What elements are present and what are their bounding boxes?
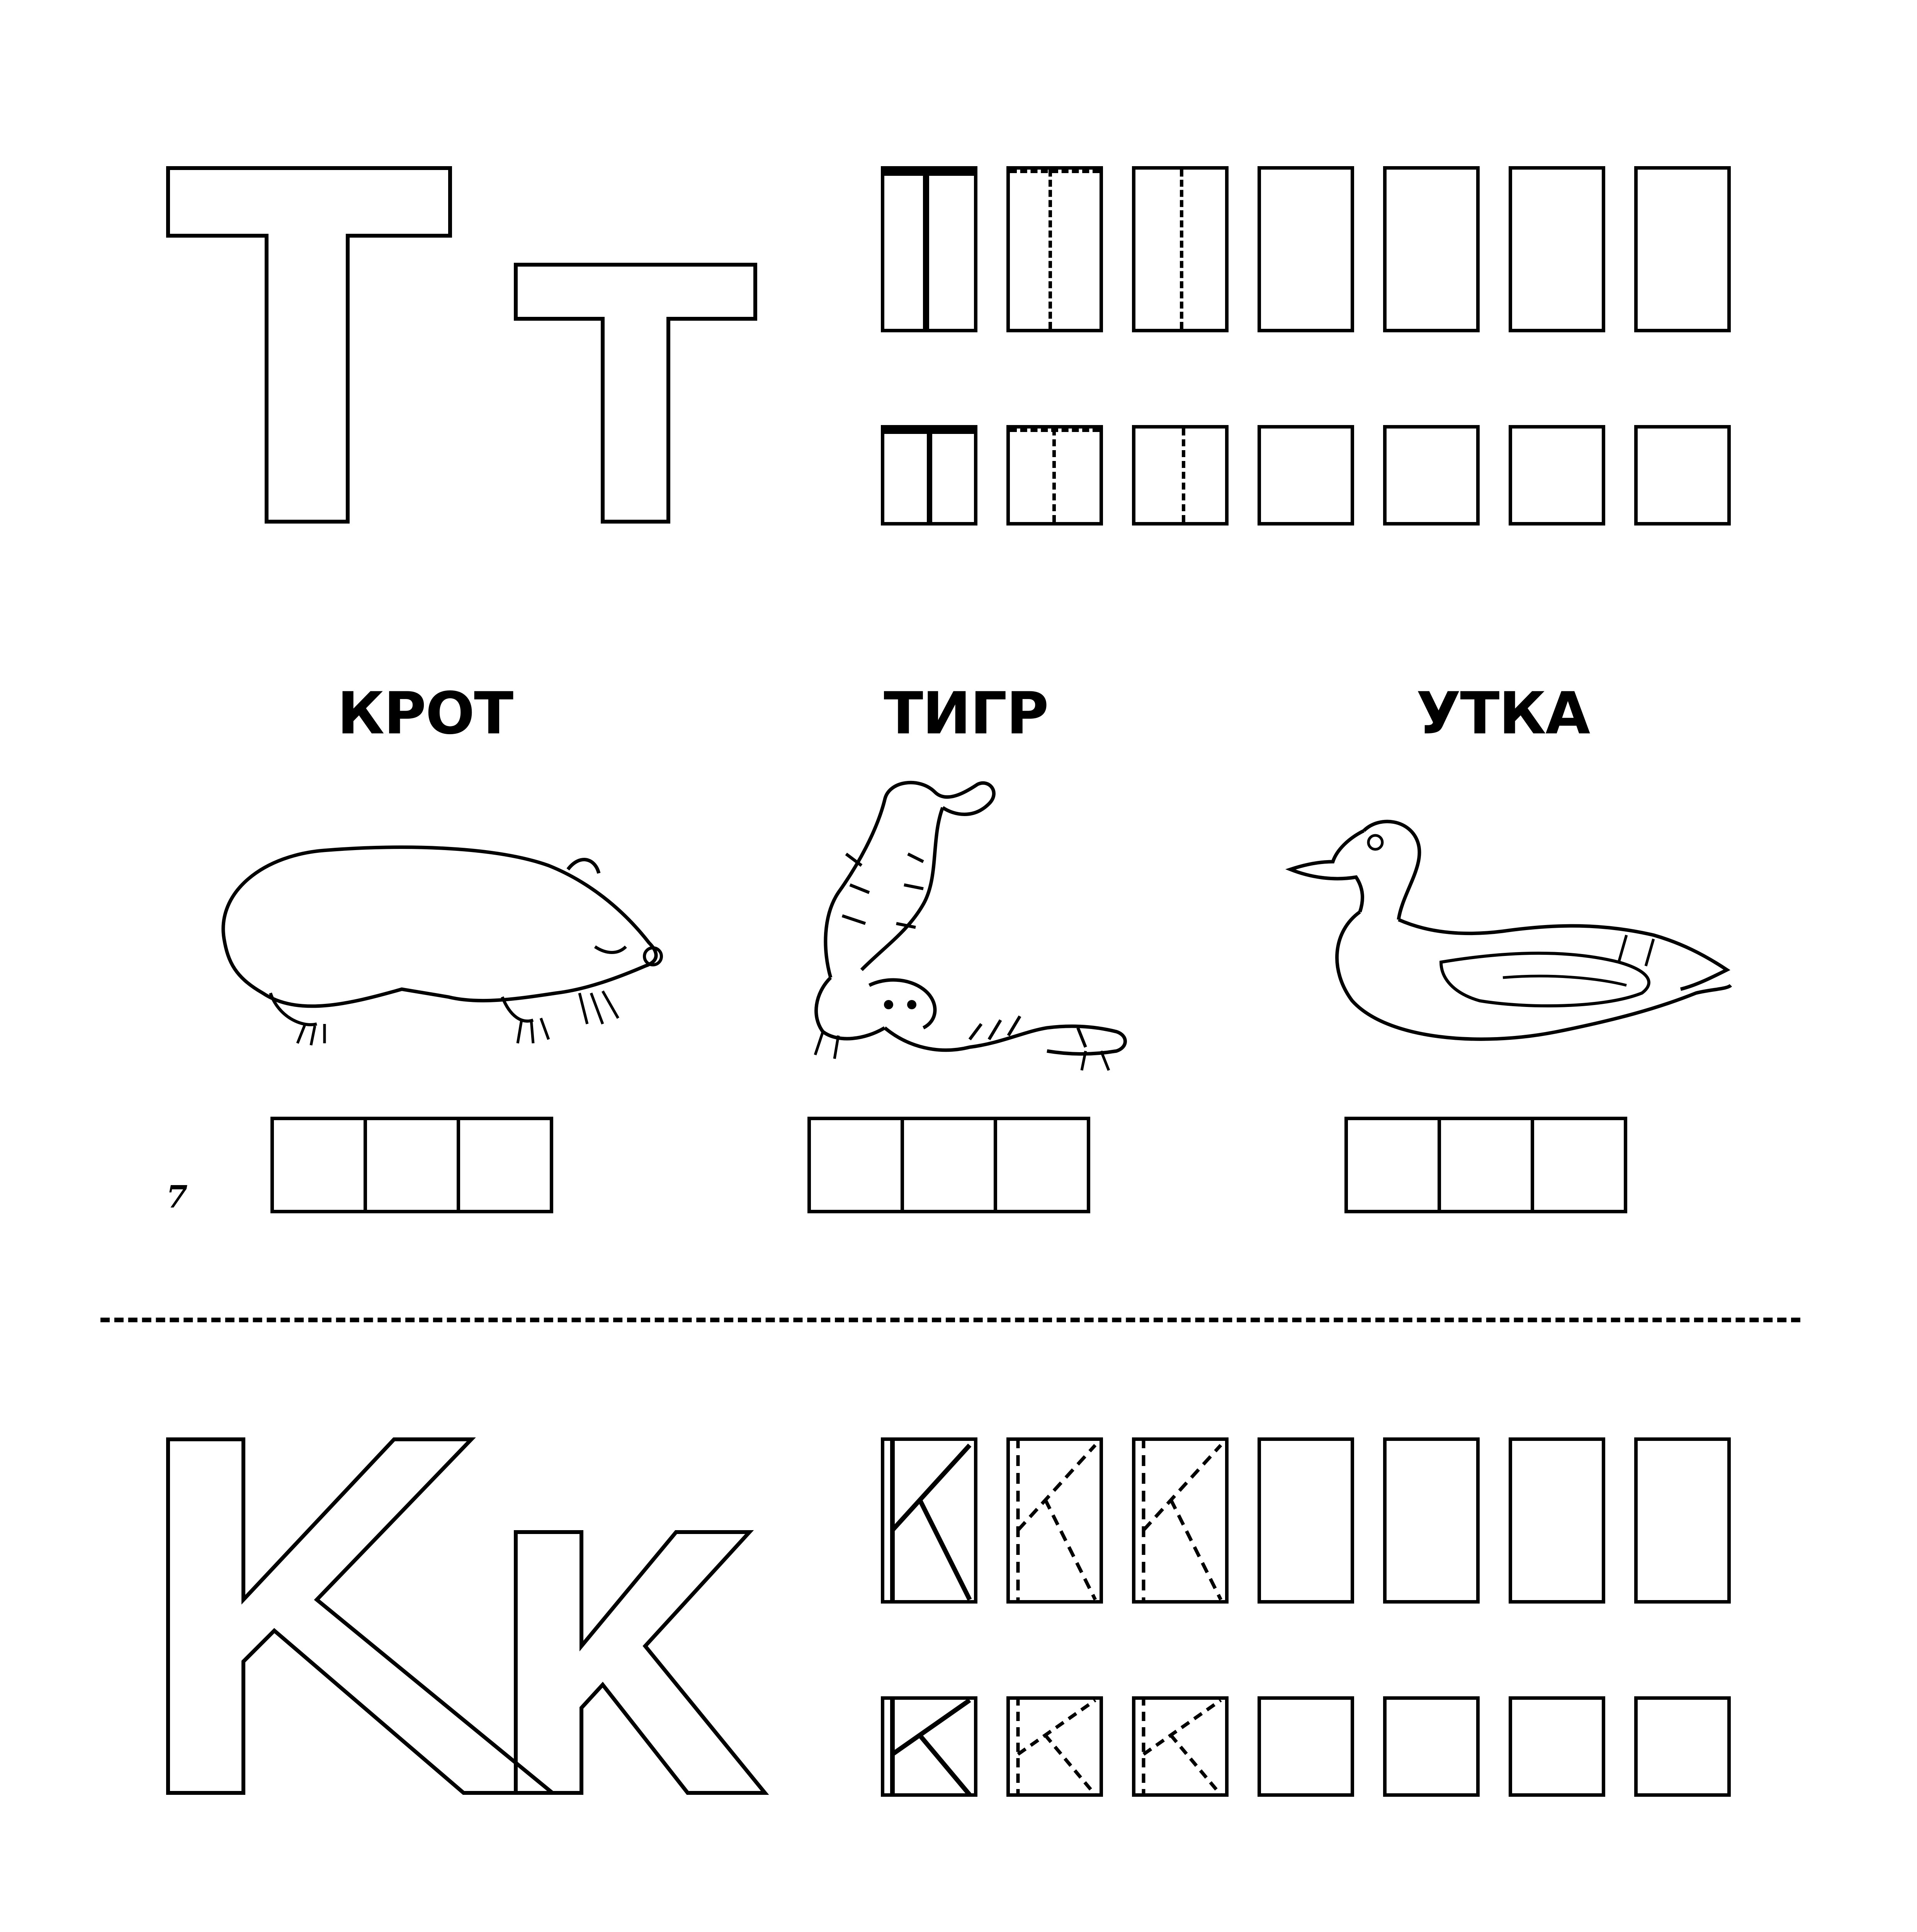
mole-illustration: [201, 823, 684, 1055]
write-cell-t-lower-4[interactable]: [1258, 425, 1354, 526]
answer-box-utka-2[interactable]: [1438, 1117, 1534, 1213]
trace-cell-t-lower-1[interactable]: [881, 425, 977, 526]
trace-cell-t-lower-2[interactable]: [1006, 425, 1103, 526]
letter-t-uppercase-outline: [166, 166, 456, 526]
write-cell-t-lower-6[interactable]: [1509, 425, 1605, 526]
write-cell-k-upper-5[interactable]: [1383, 1437, 1480, 1604]
trace-cell-k-upper-3[interactable]: [1132, 1437, 1229, 1604]
answer-box-tigr-3[interactable]: [994, 1117, 1090, 1213]
tiger-illustration: [807, 777, 1155, 1086]
write-cell-k-lower-5[interactable]: [1383, 1696, 1480, 1797]
write-cell-t-upper-5[interactable]: [1383, 166, 1480, 332]
trace-cell-t-upper-3[interactable]: [1132, 166, 1229, 332]
trace-cell-t-lower-3[interactable]: [1132, 425, 1229, 526]
write-cell-t-upper-7[interactable]: [1634, 166, 1731, 332]
answer-box-tigr-2[interactable]: [901, 1117, 997, 1213]
trace-cell-k-upper-1[interactable]: [881, 1437, 977, 1604]
letter-k-lowercase-outline: [514, 1530, 769, 1797]
answer-box-krot-1[interactable]: [270, 1117, 367, 1213]
answer-box-krot-3[interactable]: [457, 1117, 553, 1213]
letter-t-lowercase-outline: [514, 263, 761, 526]
trace-cell-k-lower-3[interactable]: [1132, 1696, 1229, 1797]
write-cell-k-lower-6[interactable]: [1509, 1696, 1605, 1797]
cut-line-separator: [100, 1318, 1800, 1322]
word-label-utka: УТКА: [1416, 680, 1590, 747]
write-cell-t-upper-4[interactable]: [1258, 166, 1354, 332]
trace-cell-t-upper-1[interactable]: [881, 166, 977, 332]
answer-box-utka-1[interactable]: [1344, 1117, 1441, 1213]
letter-k-uppercase-outline: [166, 1437, 560, 1797]
write-cell-k-upper-7[interactable]: [1634, 1437, 1731, 1604]
write-cell-t-lower-5[interactable]: [1383, 425, 1480, 526]
answer-box-utka-3[interactable]: [1531, 1117, 1627, 1213]
answer-box-krot-2[interactable]: [364, 1117, 460, 1213]
duck-illustration: [1286, 808, 1731, 1059]
write-cell-k-lower-7[interactable]: [1634, 1696, 1731, 1797]
word-label-tigr: ТИГР: [884, 680, 1048, 747]
page-number-7: 7: [166, 1179, 188, 1215]
write-cell-t-lower-7[interactable]: [1634, 425, 1731, 526]
write-cell-k-upper-4[interactable]: [1258, 1437, 1354, 1604]
trace-cell-k-lower-1[interactable]: [881, 1696, 977, 1797]
write-cell-t-upper-6[interactable]: [1509, 166, 1605, 332]
answer-box-tigr-1[interactable]: [807, 1117, 904, 1213]
trace-cell-k-upper-2[interactable]: [1006, 1437, 1103, 1604]
word-label-krot: КРОТ: [337, 680, 513, 747]
trace-cell-k-lower-2[interactable]: [1006, 1696, 1103, 1797]
write-cell-k-upper-6[interactable]: [1509, 1437, 1605, 1604]
write-cell-k-lower-4[interactable]: [1258, 1696, 1354, 1797]
trace-cell-t-upper-2[interactable]: [1006, 166, 1103, 332]
